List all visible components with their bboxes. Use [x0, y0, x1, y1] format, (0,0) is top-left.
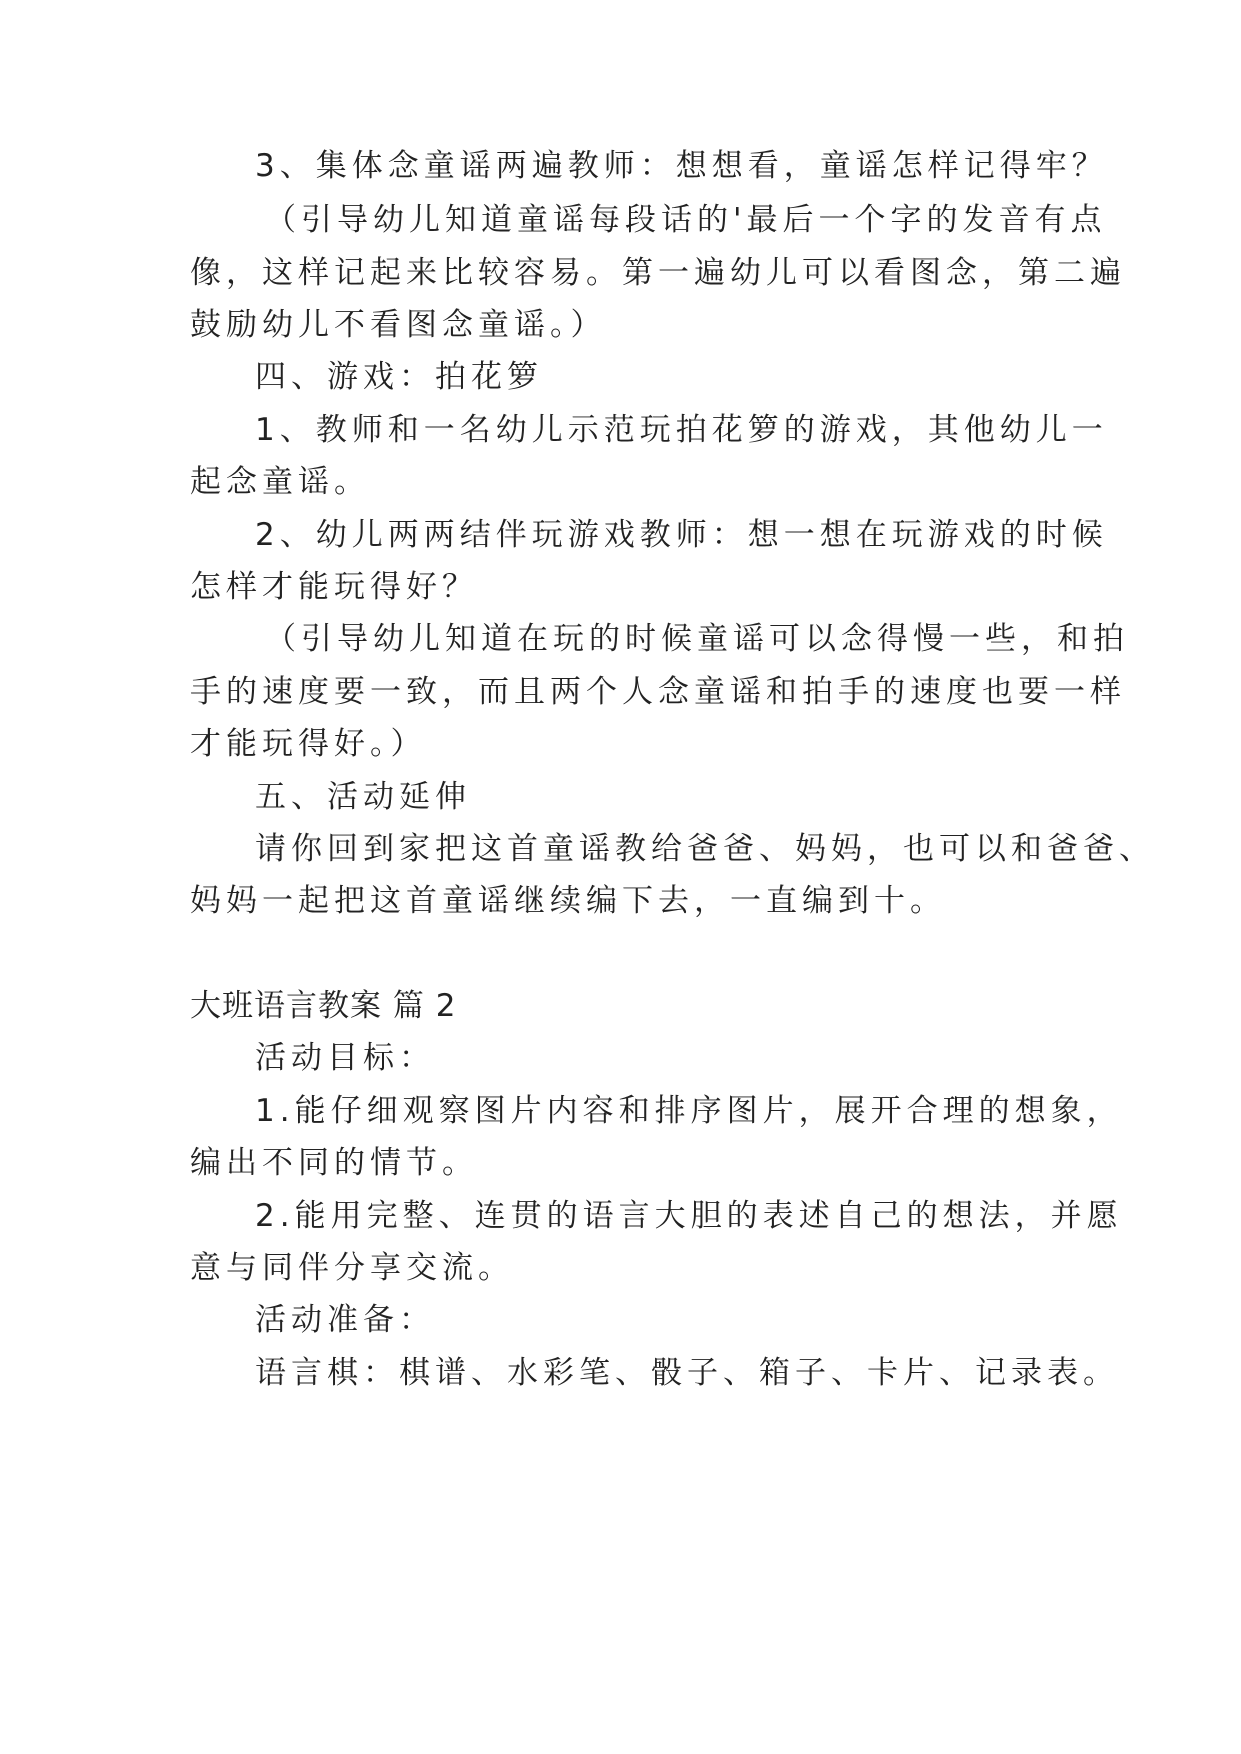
paragraph-line: 编出不同的情节。	[190, 1145, 478, 1181]
paragraph-line: 1.能仔细观察图片内容和排序图片，展开合理的想象，	[255, 1093, 1123, 1129]
paragraph-line: 2、幼儿两两结伴玩游戏教师：想一想在玩游戏的时候	[255, 517, 1108, 553]
paragraph-line: 起念童谣。	[190, 464, 370, 500]
paragraph-line: （引导幼儿知道童谣每段话的'最后一个字的发音有点	[265, 202, 1107, 238]
paragraph-line: 才能玩得好。）	[190, 726, 427, 762]
section-heading: 活动准备：	[255, 1302, 435, 1338]
paragraph-line: （引导幼儿知道在玩的时候童谣可以念得慢一些，和拍	[265, 621, 1129, 657]
paragraph-line: 意与同伴分享交流。	[190, 1250, 514, 1286]
section-heading: 活动目标：	[255, 1040, 435, 1076]
section-heading: 四、游戏：拍花箩	[255, 359, 543, 395]
paragraph-line: 3、集体念童谣两遍教师：想想看，童谣怎样记得牢？	[255, 148, 1108, 184]
section-heading: 五、活动延伸	[255, 779, 471, 815]
paragraph-line: 语言棋：棋谱、水彩笔、骰子、箱子、卡片、记录表。	[255, 1355, 1119, 1391]
paragraph-line: 手的速度要一致，而且两个人念童谣和拍手的速度也要一样	[190, 674, 1126, 710]
paragraph-line: 请你回到家把这首童谣教给爸爸、妈妈，也可以和爸爸、	[255, 831, 1155, 867]
paragraph-line: 妈妈一起把这首童谣继续编下去，一直编到十。	[190, 883, 946, 919]
paragraph-line: 2.能用完整、连贯的语言大胆的表述自己的想法，并愿	[255, 1198, 1123, 1234]
document-title: 大班语言教案 篇 2	[190, 988, 457, 1024]
paragraph-line: 像，这样记起来比较容易。第一遍幼儿可以看图念，第二遍	[190, 255, 1126, 291]
paragraph-line: 1、教师和一名幼儿示范玩拍花箩的游戏，其他幼儿一	[255, 412, 1108, 448]
paragraph-line: 鼓励幼儿不看图念童谣。）	[190, 307, 607, 343]
paragraph-line: 怎样才能玩得好？	[190, 569, 478, 605]
